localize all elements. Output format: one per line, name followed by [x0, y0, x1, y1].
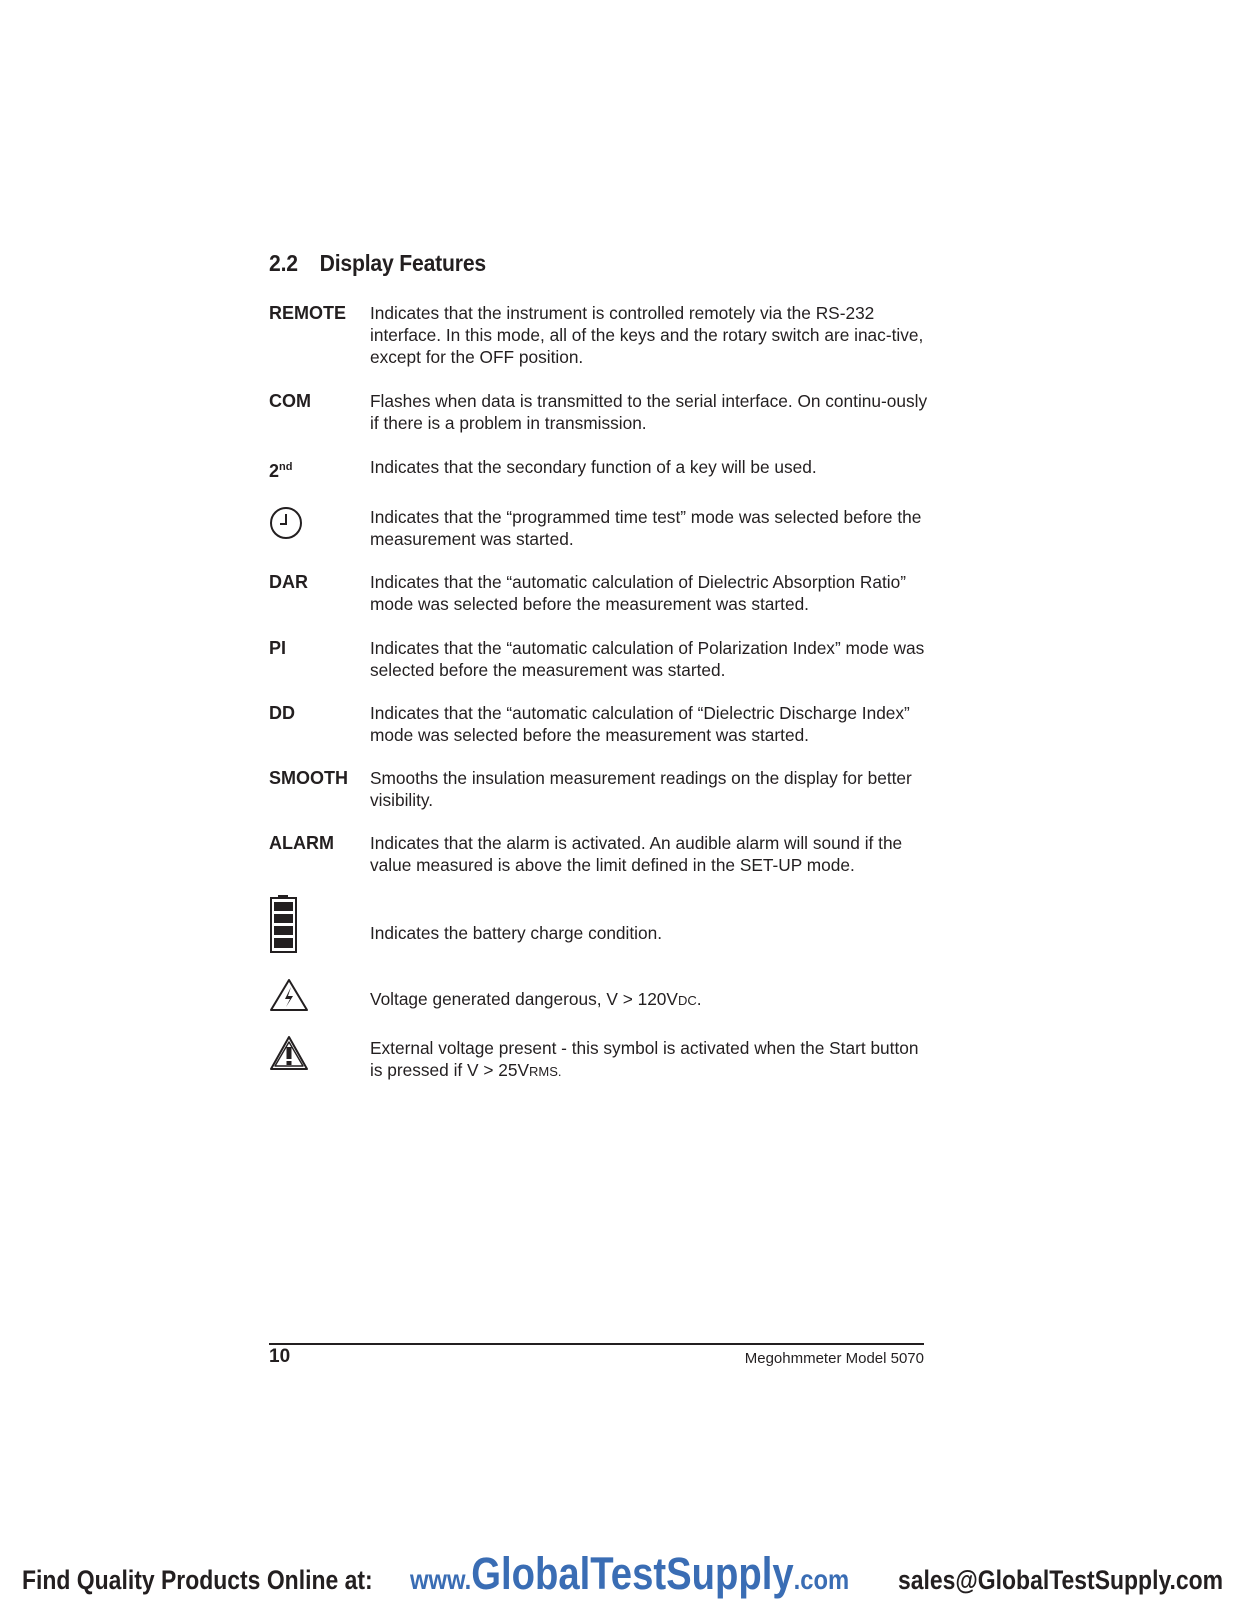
feature-description: [370, 1037, 930, 1083]
feature-description: Flashes when data is transmitted to the serial interface. On continu-ously if there is a problem in transmission.: [370, 391, 928, 433]
feature-description: Indicates that the secondary function of a key will be used.: [370, 457, 817, 477]
feature-term-sup: nd: [279, 461, 293, 473]
banner-url-main: GlobalTestSupply: [471, 1548, 794, 1599]
footer-model: Megohmmeter Model 5070: [744, 1350, 924, 1367]
feature-description: Smooths the insulation measurement readings on the display for better visibility.: [370, 768, 912, 810]
feature-term-base: 2: [269, 461, 280, 481]
feature-description-end: .: [696, 989, 702, 1009]
feature-term: SMOOTH: [269, 768, 348, 788]
feature-description: Indicates that the “programmed time test” mode was selected before the measurement was started.: [370, 507, 922, 549]
feature-term: DD: [269, 703, 295, 723]
clock-icon: [269, 506, 303, 540]
banner-url[interactable]: [410, 1548, 849, 1600]
battery-icon: [269, 894, 299, 954]
section-number: 2.2: [269, 250, 298, 276]
feature-term: REMOTE: [269, 303, 347, 323]
page-number: 10: [269, 1346, 291, 1367]
feature-term: DAR: [269, 572, 308, 592]
feature-description: Indicates that the “automatic calculation of Dielectric Absorption Ratio” mode was selected before the measurement was started.: [370, 572, 906, 614]
high-voltage-warning-icon: [269, 978, 309, 1012]
feature-description: Indicates that the instrument is controlled remotely via the RS-232 interface. In this mode, all of the keys and the rotary switch are inac-tive, except for the OFF position.: [370, 303, 924, 367]
feature-description-text: External voltage present - this symbol is activated when the Start button is pressed if V > 25V: [370, 1038, 919, 1080]
feature-description: Indicates that the “automatic calculation of “Dielectric Discharge Index” mode was selected before the measurement was started.: [370, 703, 910, 745]
section-title: [269, 250, 486, 277]
dc-subscript: DC: [677, 993, 697, 1008]
feature-term: COM: [269, 391, 311, 411]
footer-rule: [269, 1343, 924, 1345]
feature-term: [269, 456, 364, 482]
feature-description: Indicates the battery charge condition.: [370, 923, 663, 943]
feature-description: Indicates that the “automatic calculation of Polarization Index” mode was selected before the measurement was started.: [370, 638, 925, 680]
banner-url-prefix: www.: [410, 1564, 472, 1595]
banner-email[interactable]: sales@GlobalTestSupply.com: [898, 1565, 1224, 1595]
feature-description: [370, 988, 930, 1012]
caution-warning-icon: [269, 1035, 309, 1071]
rms-subscript: RMS.: [528, 1064, 562, 1079]
feature-description: Indicates that the alarm is activated. An audible alarm will sound if the value measured is above the limit defined in the SET-UP mode.: [370, 833, 903, 875]
banner-tagline: Find Quality Products Online at:: [22, 1565, 373, 1595]
section-heading: Display Features: [319, 250, 487, 276]
banner-url-suffix: .com: [793, 1564, 850, 1595]
feature-term: ALARM: [269, 833, 334, 853]
feature-description-text: Voltage generated dangerous, V > 120V: [370, 989, 678, 1009]
feature-term: PI: [269, 638, 287, 658]
